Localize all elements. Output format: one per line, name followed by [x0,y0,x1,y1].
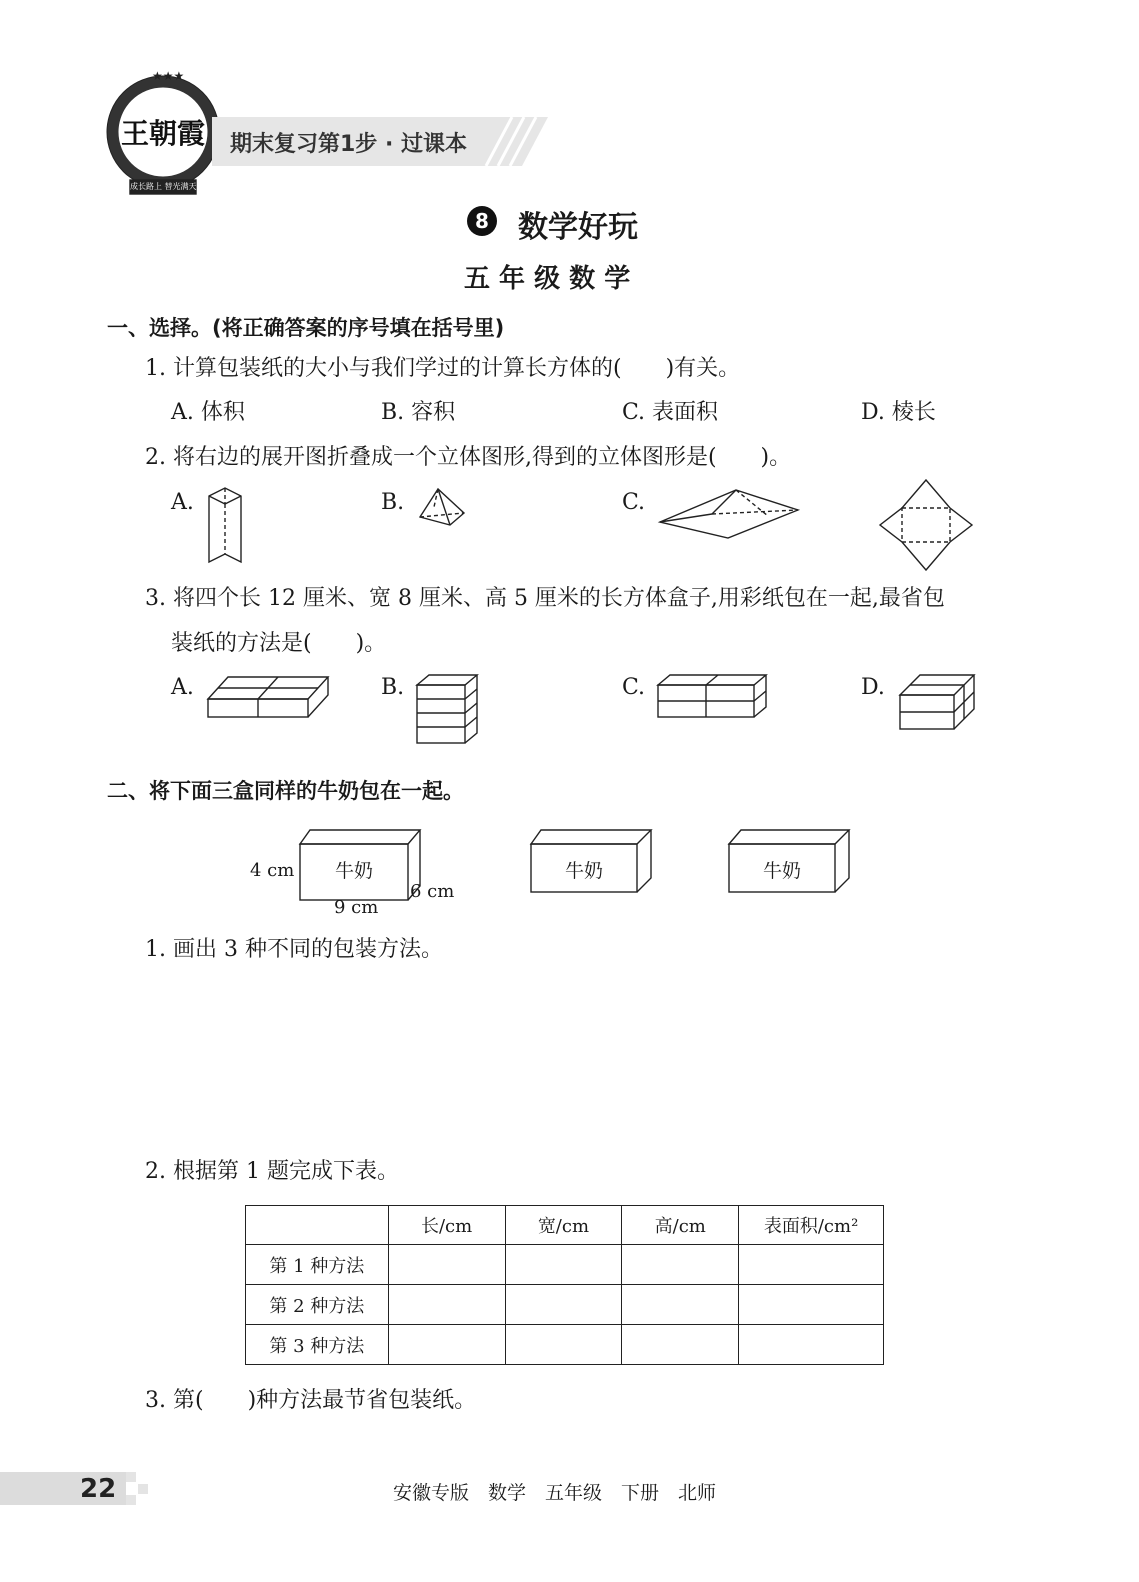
answer-cell[interactable] [388,1245,505,1285]
table-header-cell: 表面积/cm² [739,1206,884,1245]
milk-label: 牛奶 [762,860,801,882]
table-header-cell: 高/cm [622,1206,739,1245]
q1-stem: 1. 计算包装纸的大小与我们学过的计算长方体的( )有关。 [145,356,741,381]
q3-option-b: B. [381,675,405,700]
dim-length-label: 9 cm [334,897,379,918]
packaging-table [245,1205,884,1365]
boxes-2x2-figure [656,673,768,719]
table-row [246,1325,884,1365]
table-header-cell [246,1206,389,1245]
q2-option-a: A. [171,490,194,515]
chapter-number-badge: 8 [467,206,497,236]
q2-stem: 2. 将右边的展开图折叠成一个立体图形,得到的立体图形是( )。 [145,445,792,470]
milk-box-3 [727,826,853,894]
boxes-flat-figure [206,673,330,719]
q3-option-d: D. [861,675,885,700]
answer-cell[interactable] [505,1245,622,1285]
row-label: 第 2 种方法 [246,1285,389,1325]
step-banner [212,117,552,166]
logo [102,68,224,198]
page-subtitle: 五 年 级 数 学 [464,264,631,294]
answer-cell[interactable] [739,1285,884,1325]
logo-text: 王朝霞 [120,117,205,150]
table-header-cell: 长/cm [388,1206,505,1245]
s2-q1: 1. 画出 3 种不同的包装方法。 [145,937,443,962]
q2-option-b: B. [381,490,405,515]
table-header-cell: 宽/cm [505,1206,622,1245]
q1-option-b: B. 容积 [381,400,456,425]
q1-option-a: A. 体积 [171,400,245,425]
triangular-prism-figure [205,486,247,568]
footer-edition: 安徽专版 数学 五年级 下册 北师 [393,1482,717,1504]
milk-label: 牛奶 [334,860,373,882]
milk-box-2 [529,826,655,894]
row-label: 第 3 种方法 [246,1325,389,1365]
dim-height-label: 4 cm [250,860,295,881]
answer-cell[interactable] [622,1285,739,1325]
q3-option-a: A. [171,675,194,700]
answer-cell[interactable] [622,1245,739,1285]
s2-q3: 3. 第( )种方法最节省包装纸。 [145,1388,477,1413]
pyramid-figure [416,487,468,529]
q3-stem-line2: 装纸的方法是( )。 [171,631,387,656]
footer-squares [126,1472,150,1505]
lying-prism-figure [656,486,802,542]
answer-cell[interactable] [739,1325,884,1365]
answer-cell[interactable] [388,1325,505,1365]
drawing-area[interactable] [145,975,1025,1145]
logo-slogan: 成长路上 替光满天 [130,182,197,191]
svg-text:★★★: ★★★ [152,69,185,83]
section1-heading: 一、选择。(将正确答案的序号填在括号里) [107,316,505,340]
answer-cell[interactable] [739,1245,884,1285]
q3-option-c: C. [622,675,646,700]
s2-q2: 2. 根据第 1 题完成下表。 [145,1159,399,1184]
row-label: 第 1 种方法 [246,1245,389,1285]
answer-cell[interactable] [505,1325,622,1365]
table-row [246,1245,884,1285]
q1-option-c: C. 表面积 [622,400,719,425]
answer-cell[interactable] [505,1285,622,1325]
table-row [246,1285,884,1325]
q3-stem-line1: 3. 将四个长 12 厘米、宽 8 厘米、高 5 厘米的长方体盒子,用彩纸包在一起,最省包 [145,586,945,611]
page-number: 22 [80,1474,117,1504]
milk-box-1 [298,826,424,904]
pyramid-net-figure [878,478,974,572]
boxes-stack-figure [414,673,480,745]
step-label: 期末复习第1步 · 过课本 [230,132,467,157]
page-title: 数学好玩 [518,210,638,245]
dim-width-label: 6 cm [410,881,455,902]
table-header-row [246,1206,884,1245]
q1-option-d: D. 棱长 [861,400,936,425]
answer-cell[interactable] [622,1325,739,1365]
boxes-2x2-deep-figure [898,673,976,731]
section2-heading: 二、将下面三盒同样的牛奶包在一起。 [107,779,464,803]
q2-option-c: C. [622,490,646,515]
answer-cell[interactable] [388,1285,505,1325]
milk-label: 牛奶 [564,860,603,882]
